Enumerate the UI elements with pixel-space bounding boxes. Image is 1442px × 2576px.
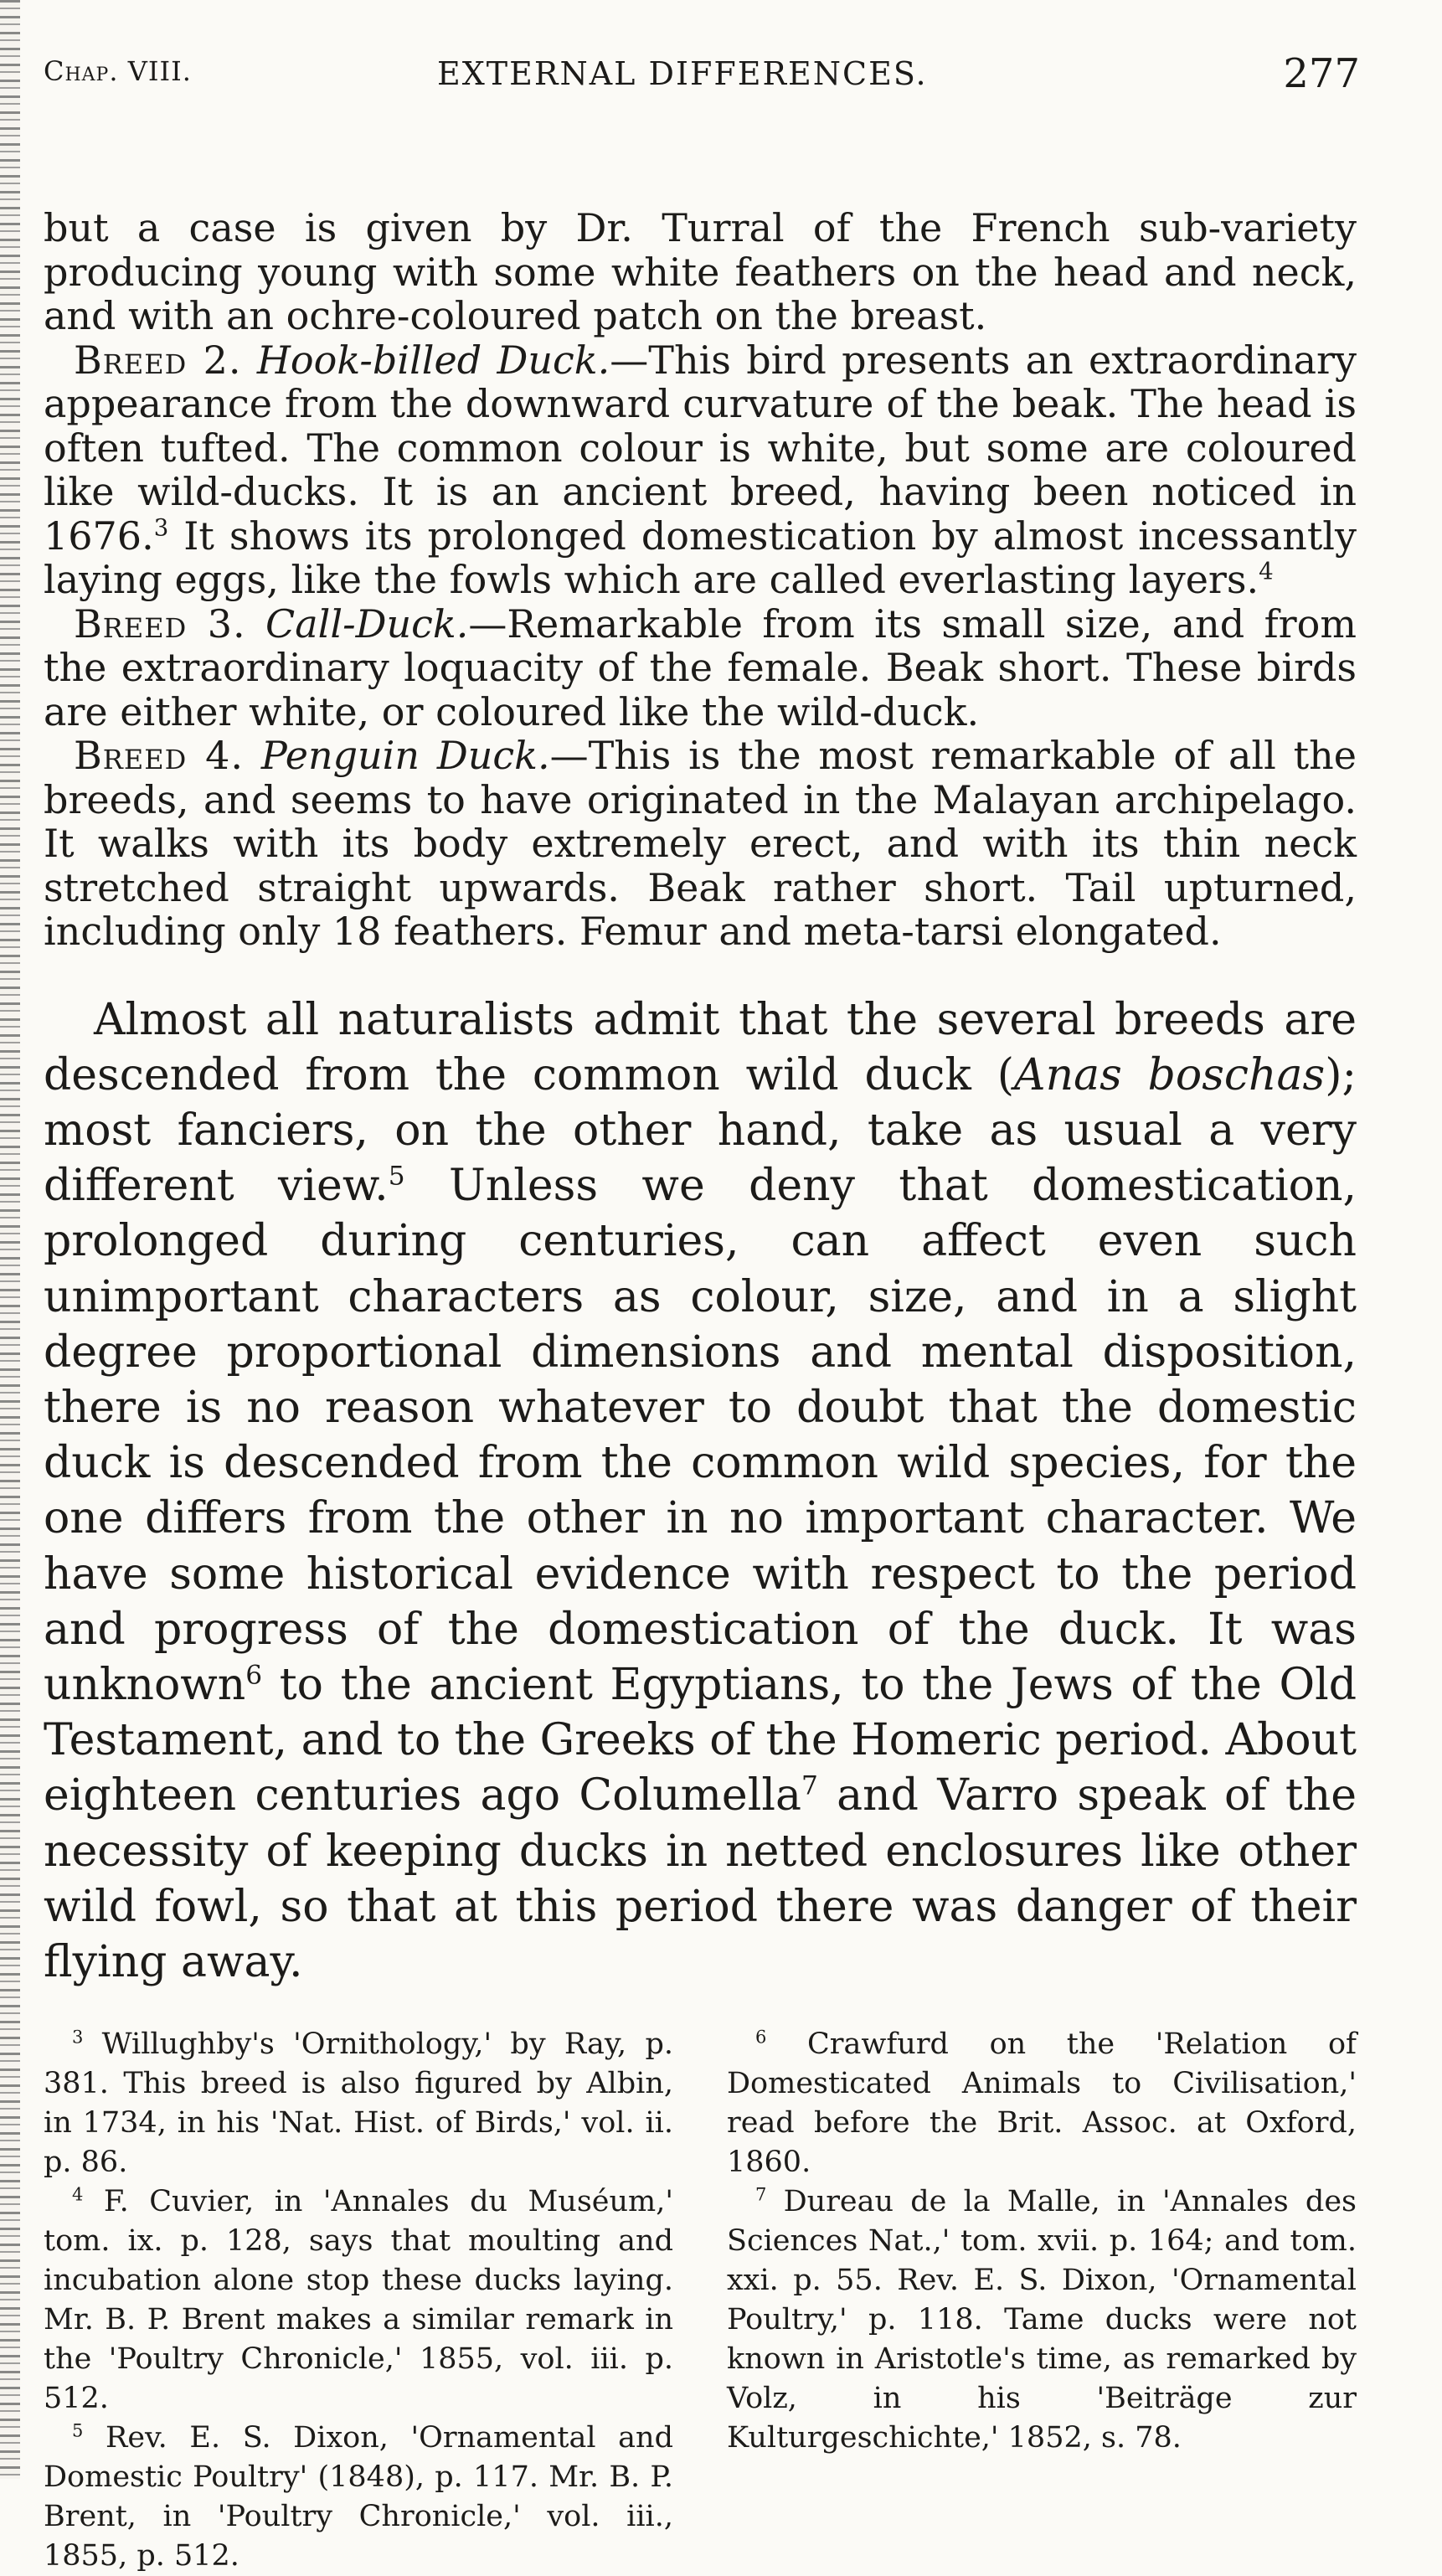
page-binding-edge: [0, 0, 20, 2479]
breed-label: Breed 4.: [74, 733, 245, 778]
footnote-ref-7[interactable]: 7: [801, 1770, 818, 1801]
paragraph-french-subvariety: but a case is given by Dr. Turral of the French sub-variety producing young with some white feathers on the head and neck, and with an ochre-coloured patch on the breast.: [44, 205, 1357, 338]
footnote-ref-3[interactable]: 3: [153, 513, 169, 541]
footnote-4: $^4$ F. Cuvier, in 'Annales du Muséum,' tom. ix. p. 128, says that moulting and incubation alone stop these ducks laying. Mr. B. P. Brent makes a similar remark in the 'Poultry Chronicle,' 1855, vol. iii. p. 512.: [44, 2184, 673, 2416]
footnote-column-right: [727, 2025, 1357, 2576]
paragraph-breed-2: Breed 2. Hook-billed Duck.—This bird presents an extraordinary appearance from the downward curvature of the beak. The head is often tufted. The common colour is white, but some are coloured like wild-ducks. It is an ancient breed, having been noticed in 1676.$^3$ It shows its prolonged domestication by almost incessantly laying eggs, like the fowls which are called everlasting layers.$^4$: [44, 337, 1357, 602]
breed-label: Breed 3.: [74, 600, 246, 647]
main-text-section: [44, 992, 1357, 1991]
page-number: 277: [1283, 50, 1360, 97]
footnote-ref-5[interactable]: 5: [388, 1161, 405, 1192]
footnote-3: $^3$ Willughby's 'Ornithology,' by Ray, p. 381. This breed is also figured by Albin, in 1734, in his 'Nat. Hist. of Birds,' vol. ii. p. 86.: [44, 2027, 673, 2180]
footnote-7: $^7$ Dureau de la Malle, in 'Annales des Sciences Nat.,' tom. xvii. p. 164; and tom. xxi. p. 55. Rev. E. S. Dixon, 'Ornamental Poultry,' p. 118. Tame ducks were not known in Aristotle's time, as remarked by Volz, in his 'Beiträge zur Kulturgeschichte,' 1852, s. 78.: [727, 2184, 1357, 2455]
species-name: Anas boschas: [1014, 1049, 1326, 1100]
paragraph-breed-3: Breed 3. Call-Duck.—Remarkable from its small size, and from the extraordinary loquacity of the female. Beak short. These birds are either white, or coloured like the wild-duck.: [44, 600, 1357, 734]
footnote-6: $^6$ Crawfurd on the 'Relation of Domesticated Animals to Civilisation,' read before the Brit. Assoc. at Oxford, 1860.: [727, 2027, 1357, 2180]
page-header: [44, 50, 1360, 116]
paragraph-breed-4: Breed 4. Penguin Duck.—This is the most remarkable of all the breeds, and seems to have originated in the Malayan archipelago. It walks with its body extremely erect, and with its thin neck stretched straight upwards. Beak rather short. Tail upturned, including only 18 feathers. Femur and meta-tarsi elongated.: [44, 733, 1357, 954]
footnote-column-left: [44, 2025, 673, 2576]
paragraph-wild-duck-origin: Almost all naturalists admit that the several breeds are descended from the common wild duck (Anas boschas); most fanciers, on the other hand, take as usual a very different view.$^5$ Unless we deny that domestication, prolonged during centuries, can affect even such unimportant characters as colour, size, and in a slight degree proportional dimensions and mental disposition, there is no reason whatever to doubt that the domestic duck is descended from the common wild species, for the one differs from the other in no important character. We have some historical evidence with respect to the period and progress of the domestication of the duck. It was unknown$^6$ to the ancient Egyptians, to the Jews of the Old Testament, and to the Greeks of the Homeric period. About eighteen centuries ago Columella$^7$ and Varro speak of the necessity of keeping ducks in netted enclosures like other wild fowl, so that at this period there was danger of their flying away.: [44, 994, 1357, 1987]
chapter-label: Chap. VIII.: [44, 55, 192, 87]
footnote-ref-6[interactable]: 6: [245, 1660, 263, 1691]
breed-name: Penguin Duck.: [260, 733, 550, 778]
breed-name: Call-Duck.: [265, 600, 469, 647]
small-print-section: [44, 206, 1357, 954]
breed-label: Breed 2.: [74, 337, 242, 383]
breed-name: Hook-billed Duck.: [256, 337, 610, 383]
running-title: EXTERNAL DIFFERENCES.: [437, 55, 928, 92]
footnote-5: $^5$ Rev. E. S. Dixon, 'Ornamental and Domestic Poultry' (1848), p. 117. Mr. B. P. Brent, in 'Poultry Chronicle,' vol. iii., 1855, p. 512.: [44, 2420, 673, 2573]
footnote-ref-4[interactable]: 4: [1259, 557, 1274, 585]
footnotes: [44, 2025, 1357, 2576]
book-page: [44, 50, 1360, 2576]
